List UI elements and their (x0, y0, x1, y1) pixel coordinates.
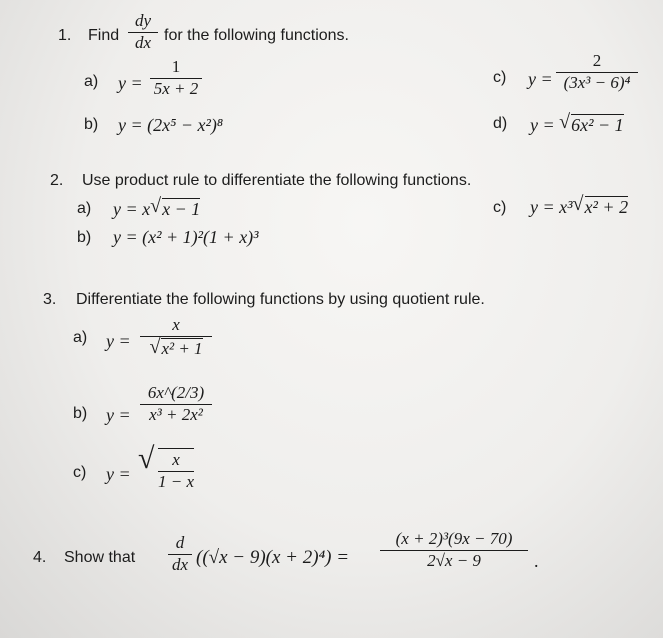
q4-end: . (534, 551, 539, 571)
q1c-lhs: y = (528, 69, 553, 89)
q2a-expr (113, 198, 200, 218)
q3b-num: 6x^(2/3) (147, 383, 205, 402)
q3b-label: b) (73, 405, 88, 422)
q3a-num: x (172, 315, 180, 334)
q4-lhs-body: ((√x − 9)(x + 2)⁴) = (196, 547, 350, 568)
q2a-radicand: x − 1 (162, 199, 201, 219)
q1a-den: 5x + 2 (153, 78, 199, 98)
q1c-label: c) (493, 69, 507, 86)
q1d-radicand: 6x² − 1 (571, 115, 624, 135)
q1-deriv-num: dy (134, 11, 152, 30)
q4-rhs-fraction (380, 530, 528, 570)
q4-prefix: Show that (64, 549, 136, 566)
q4-derivative (168, 534, 192, 574)
q4-rhs-num: (x + 2)³(9x − 70) (395, 529, 513, 548)
q2c-label: c) (493, 199, 507, 216)
q1b-expr: y = (2x⁵ − x²)⁸ (118, 115, 224, 135)
q1a-label: a) (84, 73, 99, 90)
q3c-radical-sign: √ (138, 442, 155, 475)
q2c-lhs: y = x³ (530, 197, 573, 217)
q4-rhs-den: 2√x − 9 (427, 550, 481, 570)
q1a-fraction (150, 58, 202, 98)
q1-suffix: for the following functions. (164, 27, 349, 44)
q3a-fraction (140, 316, 212, 358)
q2b-expr: y = (x² + 1)²(1 + x)³ (113, 227, 259, 247)
q1b-label: b) (84, 116, 99, 133)
q2-text: Use product rule to differentiate the following functions. (82, 172, 472, 189)
q3c-fraction (158, 448, 194, 491)
q3b-fraction (140, 374, 212, 424)
q1-number: 1. (58, 27, 72, 44)
q1c-fraction (556, 52, 638, 92)
q4-number: 4. (33, 549, 47, 566)
q1-prefix: Find (88, 27, 120, 44)
q2-number: 2. (50, 172, 64, 189)
q1d-expr (530, 114, 624, 134)
q3b-den: x³ + 2x² (149, 404, 203, 424)
q4-d-num: d (175, 533, 185, 552)
q2b-label: b) (77, 229, 92, 246)
q1c-den: (3x³ − 6)⁴ (563, 72, 631, 92)
q1a-lhs: y = (118, 73, 143, 93)
q2c-radicand: x² + 2 (584, 197, 629, 217)
q2a-label: a) (77, 200, 92, 217)
q3-text: Differentiate the following functions by using quotient rule. (76, 291, 485, 308)
q3a-label: a) (73, 329, 88, 346)
q3b-lhs: y = (106, 405, 131, 425)
q3a-den-radicand: x² + 1 (161, 338, 203, 358)
q3a-lhs: y = (106, 331, 131, 351)
q4-d-den: dx (171, 554, 189, 574)
q1d-lhs: y = (530, 115, 555, 135)
q3-number: 3. (43, 291, 57, 308)
q1d-label: d) (493, 115, 508, 132)
q1a-num: 1 (171, 57, 181, 76)
q1c-num: 2 (592, 51, 602, 70)
q1-deriv-den: dx (134, 32, 152, 52)
q3c-num: x (172, 450, 180, 469)
q1-derivative (128, 12, 158, 52)
q3c-lhs: y = (106, 464, 131, 484)
q2a-lhs: y = x (113, 199, 151, 219)
q2c-expr (530, 196, 628, 216)
q3c-label: c) (73, 464, 87, 481)
q3c-den: 1 − x (158, 471, 195, 491)
